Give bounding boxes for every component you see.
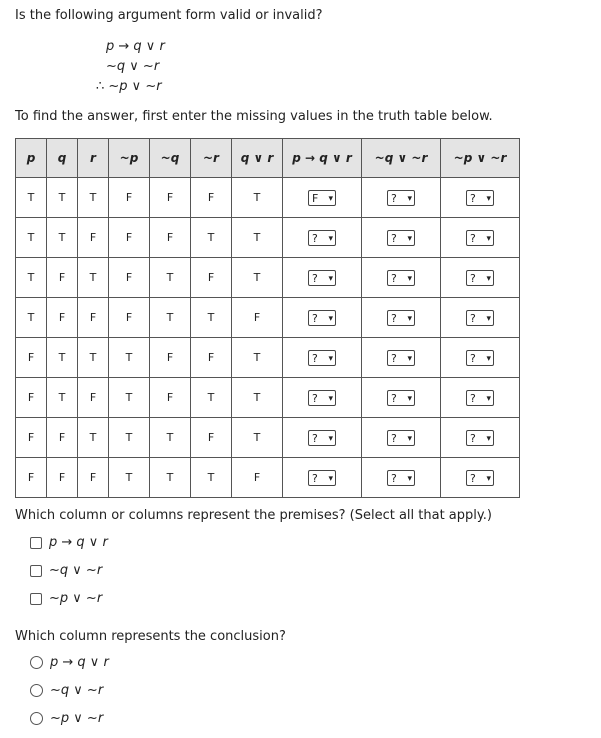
dropdown-value: ? — [470, 191, 476, 205]
table-cell: T — [47, 178, 78, 218]
dropdown-value: ? — [391, 311, 397, 325]
table-cell: F — [16, 378, 47, 418]
dropdown-value: ? — [312, 471, 318, 485]
truth-value-dropdown[interactable] — [466, 430, 494, 446]
table-cell: T — [109, 338, 150, 378]
column-header: ~p ∨ ~r — [441, 139, 520, 178]
truth-value-dropdown[interactable] — [308, 230, 336, 246]
column-header: ~p — [109, 139, 150, 178]
dropdown-value: ? — [470, 271, 476, 285]
answer-cell — [283, 458, 362, 498]
dropdown-value: ? — [470, 231, 476, 245]
conclusion-option-label: ~p ∨ ~r — [50, 711, 104, 726]
conclusion-option[interactable] — [30, 655, 109, 670]
dropdown-value: ? — [391, 231, 397, 245]
table-cell: F — [78, 458, 109, 498]
premise-option[interactable] — [30, 591, 102, 606]
dropdown-value: ? — [312, 351, 318, 365]
table-header-row — [16, 139, 520, 178]
chevron-down-icon: ▾ — [328, 473, 333, 484]
table-cell: F — [109, 258, 150, 298]
answer-cell — [441, 378, 520, 418]
answer-cell — [362, 218, 441, 258]
table-cell: T — [109, 418, 150, 458]
chevron-down-icon: ▾ — [486, 313, 491, 324]
truth-value-dropdown[interactable] — [466, 270, 494, 286]
premise-option-label: ~p ∨ ~r — [49, 591, 103, 606]
table-cell: F — [47, 418, 78, 458]
chevron-down-icon: ▾ — [328, 353, 333, 364]
dropdown-value: ? — [391, 471, 397, 485]
truth-value-dropdown[interactable] — [308, 190, 336, 206]
table-cell: T — [78, 178, 109, 218]
answer-cell — [283, 218, 362, 258]
chevron-down-icon: ▾ — [407, 273, 412, 284]
table-cell: T — [191, 298, 232, 338]
table-cell: T — [16, 178, 47, 218]
truth-value-dropdown[interactable] — [387, 470, 415, 486]
chevron-down-icon: ▾ — [407, 393, 412, 404]
conclusion-option-label: ~q ∨ ~r — [50, 683, 104, 698]
premises-question: Which column or columns represent the premises? (Select all that apply.) — [15, 508, 492, 523]
truth-value-dropdown[interactable] — [308, 430, 336, 446]
truth-value-dropdown[interactable] — [466, 350, 494, 366]
table-cell: T — [150, 258, 191, 298]
chevron-down-icon: ▾ — [407, 313, 412, 324]
chevron-down-icon: ▾ — [486, 233, 491, 244]
truth-value-dropdown[interactable] — [308, 310, 336, 326]
checkbox-icon[interactable] — [30, 537, 42, 549]
dropdown-value: ? — [391, 431, 397, 445]
table-cell: F — [191, 418, 232, 458]
premise-option-label: p → q ∨ r — [49, 535, 108, 550]
chevron-down-icon: ▾ — [486, 433, 491, 444]
table-cell: T — [78, 418, 109, 458]
table-row — [16, 258, 520, 298]
dropdown-value: ? — [391, 271, 397, 285]
table-cell: T — [191, 458, 232, 498]
column-header: ~q ∨ ~r — [362, 139, 441, 178]
truth-value-dropdown[interactable] — [387, 190, 415, 206]
premise-option[interactable] — [30, 535, 108, 550]
radio-icon[interactable] — [30, 712, 43, 725]
chevron-down-icon: ▾ — [486, 393, 491, 404]
premise-option-label: ~q ∨ ~r — [49, 563, 103, 578]
truth-value-dropdown[interactable] — [308, 270, 336, 286]
table-cell: T — [16, 298, 47, 338]
table-cell: F — [109, 178, 150, 218]
table-cell: F — [47, 258, 78, 298]
table-cell: T — [16, 258, 47, 298]
answer-cell — [362, 298, 441, 338]
chevron-down-icon: ▾ — [407, 353, 412, 364]
chevron-down-icon: ▾ — [328, 193, 333, 204]
table-cell: T — [191, 218, 232, 258]
chevron-down-icon: ▾ — [486, 473, 491, 484]
dropdown-value: ? — [312, 231, 318, 245]
table-cell: F — [191, 338, 232, 378]
chevron-down-icon: ▾ — [407, 233, 412, 244]
argument-premise-1: p → q ∨ r — [106, 39, 165, 54]
answer-cell — [441, 178, 520, 218]
dropdown-value: ? — [470, 311, 476, 325]
checkbox-icon[interactable] — [30, 565, 42, 577]
table-cell: T — [16, 218, 47, 258]
answer-cell — [283, 298, 362, 338]
table-cell: T — [150, 298, 191, 338]
answer-cell — [441, 418, 520, 458]
truth-table — [15, 138, 520, 498]
table-cell: T — [109, 378, 150, 418]
conclusion-option[interactable] — [30, 683, 103, 698]
column-header: ~r — [191, 139, 232, 178]
chevron-down-icon: ▾ — [486, 193, 491, 204]
answer-cell — [362, 178, 441, 218]
table-row — [16, 458, 520, 498]
table-cell: F — [191, 178, 232, 218]
table-cell: F — [47, 458, 78, 498]
conclusion-option[interactable] — [30, 711, 103, 726]
answer-cell — [283, 378, 362, 418]
chevron-down-icon: ▾ — [486, 273, 491, 284]
conclusion-option-label: p → q ∨ r — [50, 655, 109, 670]
table-row — [16, 218, 520, 258]
question-text: Is the following argument form valid or invalid? — [15, 8, 323, 23]
truth-value-dropdown[interactable] — [308, 350, 336, 366]
table-cell: T — [150, 458, 191, 498]
table-cell: T — [232, 378, 283, 418]
truth-value-dropdown[interactable] — [466, 230, 494, 246]
truth-value-dropdown[interactable] — [387, 310, 415, 326]
premise-option[interactable] — [30, 563, 102, 578]
table-row — [16, 338, 520, 378]
table-cell: F — [78, 298, 109, 338]
table-cell: F — [232, 458, 283, 498]
argument-conclusion: ∴ ~p ∨ ~r — [96, 79, 162, 94]
chevron-down-icon: ▾ — [328, 273, 333, 284]
column-header: p → q ∨ r — [283, 139, 362, 178]
column-header: q — [47, 139, 78, 178]
truth-value-dropdown[interactable] — [466, 310, 494, 326]
answer-cell — [362, 338, 441, 378]
table-row — [16, 298, 520, 338]
table-cell: T — [191, 378, 232, 418]
table-body — [16, 178, 520, 498]
conclusion-question: Which column represents the conclusion? — [15, 629, 286, 644]
chevron-down-icon: ▾ — [407, 473, 412, 484]
dropdown-value: ? — [312, 271, 318, 285]
radio-icon[interactable] — [30, 656, 43, 669]
table-cell: T — [232, 258, 283, 298]
answer-cell — [283, 258, 362, 298]
argument-premise-2: ~q ∨ ~r — [106, 59, 160, 74]
dropdown-value: ? — [312, 311, 318, 325]
table-cell: F — [78, 218, 109, 258]
table-cell: F — [232, 298, 283, 338]
dropdown-value: ? — [470, 351, 476, 365]
dropdown-value: ? — [470, 391, 476, 405]
dropdown-value: ? — [470, 431, 476, 445]
table-cell: T — [78, 338, 109, 378]
truth-value-dropdown[interactable] — [466, 190, 494, 206]
truth-value-dropdown[interactable] — [387, 390, 415, 406]
table-cell: T — [78, 258, 109, 298]
table-cell: F — [109, 218, 150, 258]
table-cell: F — [150, 378, 191, 418]
table-cell: F — [191, 258, 232, 298]
table-cell: T — [232, 418, 283, 458]
table-row — [16, 178, 520, 218]
answer-cell — [283, 338, 362, 378]
table-cell: F — [150, 338, 191, 378]
truth-value-dropdown[interactable] — [466, 390, 494, 406]
table-cell: T — [150, 418, 191, 458]
dropdown-value: ? — [312, 431, 318, 445]
chevron-down-icon: ▾ — [328, 393, 333, 404]
chevron-down-icon: ▾ — [407, 433, 412, 444]
column-header: ~q — [150, 139, 191, 178]
table-cell: F — [109, 298, 150, 338]
answer-cell — [362, 418, 441, 458]
answer-cell — [362, 458, 441, 498]
dropdown-value: ? — [312, 391, 318, 405]
table-cell: F — [16, 338, 47, 378]
truth-value-dropdown[interactable] — [387, 230, 415, 246]
table-cell: T — [47, 338, 78, 378]
table-cell: T — [47, 378, 78, 418]
answer-cell — [283, 418, 362, 458]
dropdown-value: ? — [391, 351, 397, 365]
truth-value-dropdown[interactable] — [308, 470, 336, 486]
checkbox-icon[interactable] — [30, 593, 42, 605]
chevron-down-icon: ▾ — [407, 193, 412, 204]
answer-cell — [362, 258, 441, 298]
table-row — [16, 378, 520, 418]
column-header: p — [16, 139, 47, 178]
instruction-text: To find the answer, first enter the missing values in the truth table below. — [15, 109, 493, 124]
dropdown-value: ? — [470, 471, 476, 485]
truth-value-dropdown[interactable] — [387, 430, 415, 446]
column-header: r — [78, 139, 109, 178]
dropdown-value: ? — [391, 191, 397, 205]
table-cell: T — [232, 178, 283, 218]
truth-value-dropdown[interactable] — [466, 470, 494, 486]
dropdown-value: ? — [391, 391, 397, 405]
table-cell: F — [78, 378, 109, 418]
table-cell: T — [232, 338, 283, 378]
answer-cell — [441, 338, 520, 378]
table-row — [16, 418, 520, 458]
table-cell: T — [109, 458, 150, 498]
table-cell: F — [16, 418, 47, 458]
table-cell: F — [47, 298, 78, 338]
table-cell: F — [150, 178, 191, 218]
table-cell: F — [16, 458, 47, 498]
answer-cell — [441, 298, 520, 338]
truth-value-dropdown[interactable] — [387, 270, 415, 286]
answer-cell — [362, 378, 441, 418]
radio-icon[interactable] — [30, 684, 43, 697]
chevron-down-icon: ▾ — [328, 313, 333, 324]
truth-value-dropdown[interactable] — [308, 390, 336, 406]
chevron-down-icon: ▾ — [328, 233, 333, 244]
table-cell: T — [232, 218, 283, 258]
chevron-down-icon: ▾ — [486, 353, 491, 364]
column-header: q ∨ r — [232, 139, 283, 178]
chevron-down-icon: ▾ — [328, 433, 333, 444]
table-cell: T — [47, 218, 78, 258]
truth-value-dropdown[interactable] — [387, 350, 415, 366]
dropdown-value: F — [312, 191, 319, 205]
answer-cell — [283, 178, 362, 218]
answer-cell — [441, 258, 520, 298]
answer-cell — [441, 218, 520, 258]
answer-cell — [441, 458, 520, 498]
table-cell: F — [150, 218, 191, 258]
